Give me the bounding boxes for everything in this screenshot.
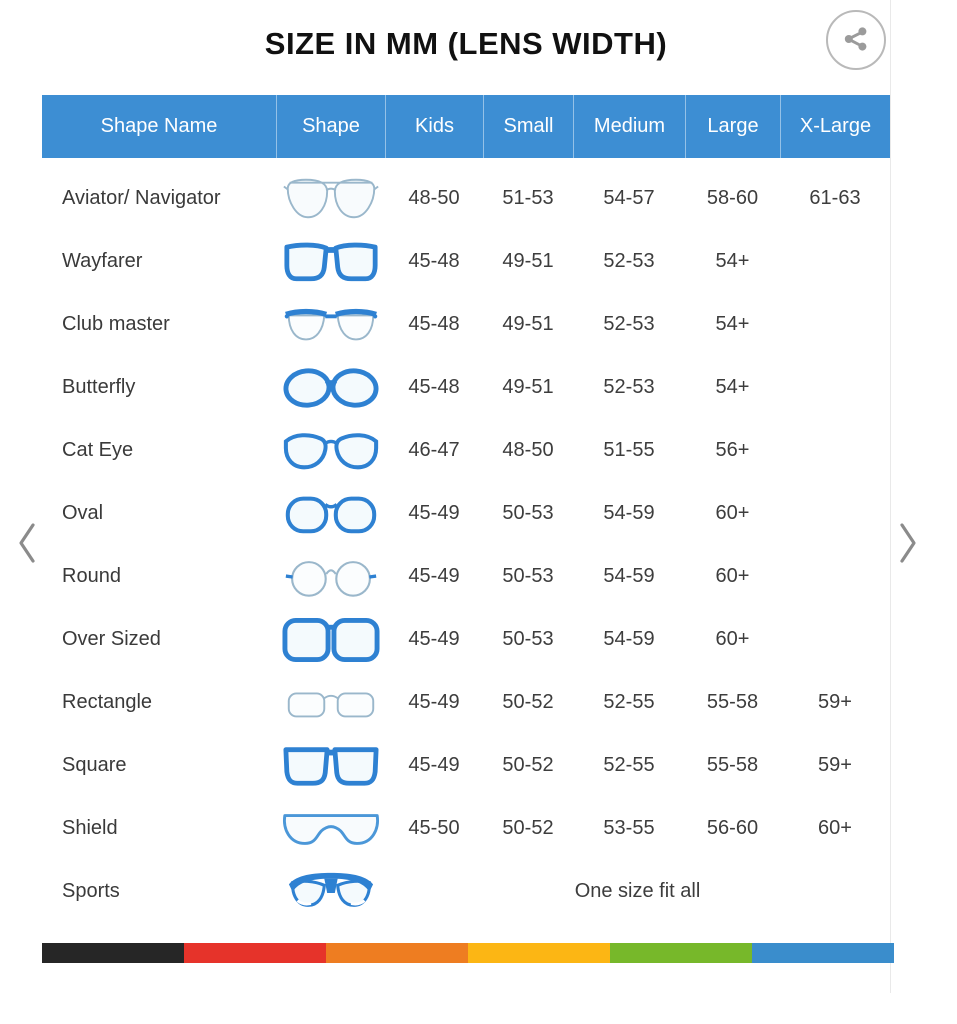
chevron-left-icon [15, 520, 39, 569]
cell-large: 56+ [715, 439, 750, 461]
cell-kids: 46-47 [408, 439, 460, 461]
table-header [42, 95, 890, 158]
chevron-right-icon [896, 520, 920, 569]
color-segment [326, 943, 468, 963]
cateye-glasses-icon [276, 419, 385, 482]
cell-kids: 45-48 [408, 313, 460, 335]
cell-kids: 45-49 [408, 754, 460, 776]
cell-large: 60+ [715, 628, 750, 650]
share-icon [840, 23, 872, 58]
shape-name: Cat Eye [62, 439, 134, 461]
oversized-glasses-icon [276, 608, 385, 671]
table-row [42, 797, 890, 860]
cell-x-large [780, 608, 890, 671]
color-segment [610, 943, 752, 963]
color-segment [42, 943, 184, 963]
cell-kids: 45-49 [408, 565, 460, 587]
shape-name: Butterfly [62, 376, 136, 398]
cell-medium: 52-53 [603, 313, 655, 335]
cell-large: 60+ [715, 502, 750, 524]
cell-medium: 52-53 [603, 376, 655, 398]
cell-small: 51-53 [502, 187, 554, 209]
share-button[interactable] [826, 10, 886, 70]
cell-medium: 54-59 [603, 502, 655, 524]
cell-kids: 45-50 [408, 817, 460, 839]
table-row [42, 545, 890, 608]
cell-small: 50-53 [502, 628, 554, 650]
table-row [42, 482, 890, 545]
table-body [42, 167, 890, 923]
column-header-shape: Shape [276, 95, 385, 158]
shape-name: Square [62, 754, 127, 776]
cell-small: 49-51 [502, 250, 554, 272]
column-header-medium: Medium [573, 95, 685, 158]
carousel-card-edge [890, 0, 891, 993]
color-segment [752, 943, 894, 963]
cell-medium: 52-55 [603, 691, 655, 713]
cell-large: 55-58 [706, 754, 759, 776]
cell-x-large: 61-63 [809, 187, 861, 209]
cell-medium: 54-57 [603, 187, 655, 209]
cell-x-large [780, 293, 890, 356]
column-header-shape-name: Shape Name [100, 115, 218, 137]
table-row [42, 608, 890, 671]
cell-medium: 54-59 [603, 565, 655, 587]
cell-large: 55-58 [706, 691, 759, 713]
table-row [42, 356, 890, 419]
cell-kids: 45-49 [408, 502, 460, 524]
column-header-large: Large [685, 95, 780, 158]
cell-x-large: 60+ [818, 817, 852, 839]
oval-glasses-icon [276, 482, 385, 545]
aviator-glasses-icon [276, 167, 385, 230]
cell-kids: 45-48 [408, 250, 460, 272]
clubmaster-glasses-icon [276, 293, 385, 356]
cell-large: 58-60 [706, 187, 759, 209]
one-size-label: One size fit all [574, 880, 701, 902]
cell-kids: 45-49 [408, 691, 460, 713]
table-row [42, 419, 890, 482]
shape-name: Rectangle [62, 691, 153, 713]
cell-small: 50-52 [502, 817, 554, 839]
cell-small: 48-50 [502, 439, 554, 461]
shape-name: Sports [62, 880, 120, 902]
cell-kids: 45-48 [408, 376, 460, 398]
wayfarer-glasses-icon [276, 230, 385, 293]
column-header-small: Small [483, 95, 573, 158]
color-segment [184, 943, 326, 963]
cell-small: 50-52 [502, 691, 554, 713]
shape-name: Aviator/ Navigator [62, 187, 221, 209]
cell-large: 56-60 [706, 817, 759, 839]
table-row [42, 734, 890, 797]
cell-medium: 52-53 [603, 250, 655, 272]
cell-x-large [780, 545, 890, 608]
color-segment [468, 943, 610, 963]
footer-color-bar [42, 943, 894, 963]
square-glasses-icon [276, 734, 385, 797]
cell-small: 49-51 [502, 313, 554, 335]
shape-name: Shield [62, 817, 118, 839]
column-header-x-large: X-Large [780, 95, 890, 158]
cell-large: 54+ [715, 376, 750, 398]
round-glasses-icon [276, 545, 385, 608]
cell-small: 50-53 [502, 502, 554, 524]
cell-large: 54+ [715, 313, 750, 335]
cell-large: 60+ [715, 565, 750, 587]
cell-small: 50-53 [502, 565, 554, 587]
cell-medium: 51-55 [603, 439, 655, 461]
cell-medium: 53-55 [603, 817, 655, 839]
column-header-kids: Kids [385, 95, 483, 158]
table-row [42, 671, 890, 734]
cell-x-large: 59+ [818, 754, 852, 776]
sports-glasses-icon [276, 860, 385, 923]
shape-name: Round [62, 565, 121, 587]
shape-name: Over Sized [62, 628, 161, 650]
cell-medium: 52-55 [603, 754, 655, 776]
rectangle-glasses-icon [276, 671, 385, 734]
shape-name: Wayfarer [62, 250, 143, 272]
cell-x-large [780, 419, 890, 482]
shield-glasses-icon [276, 797, 385, 860]
cell-kids: 45-49 [408, 628, 460, 650]
cell-x-large [780, 356, 890, 419]
table-row [42, 293, 890, 356]
carousel-next-button[interactable] [893, 519, 923, 569]
butterfly-glasses-icon [276, 356, 385, 419]
table-row [42, 860, 890, 923]
cell-large: 54+ [715, 250, 750, 272]
carousel-prev-button[interactable] [12, 519, 42, 569]
shape-name: Club master [62, 313, 170, 335]
cell-small: 49-51 [502, 376, 554, 398]
cell-x-large: 59+ [818, 691, 852, 713]
cell-medium: 54-59 [603, 628, 655, 650]
cell-small: 50-52 [502, 754, 554, 776]
page-title: SIZE IN MM (LENS WIDTH) [264, 26, 668, 61]
cell-x-large [780, 482, 890, 545]
shape-name: Oval [62, 502, 104, 524]
cell-x-large [780, 230, 890, 293]
table-row [42, 167, 890, 230]
cell-kids: 48-50 [408, 187, 460, 209]
table-row [42, 230, 890, 293]
